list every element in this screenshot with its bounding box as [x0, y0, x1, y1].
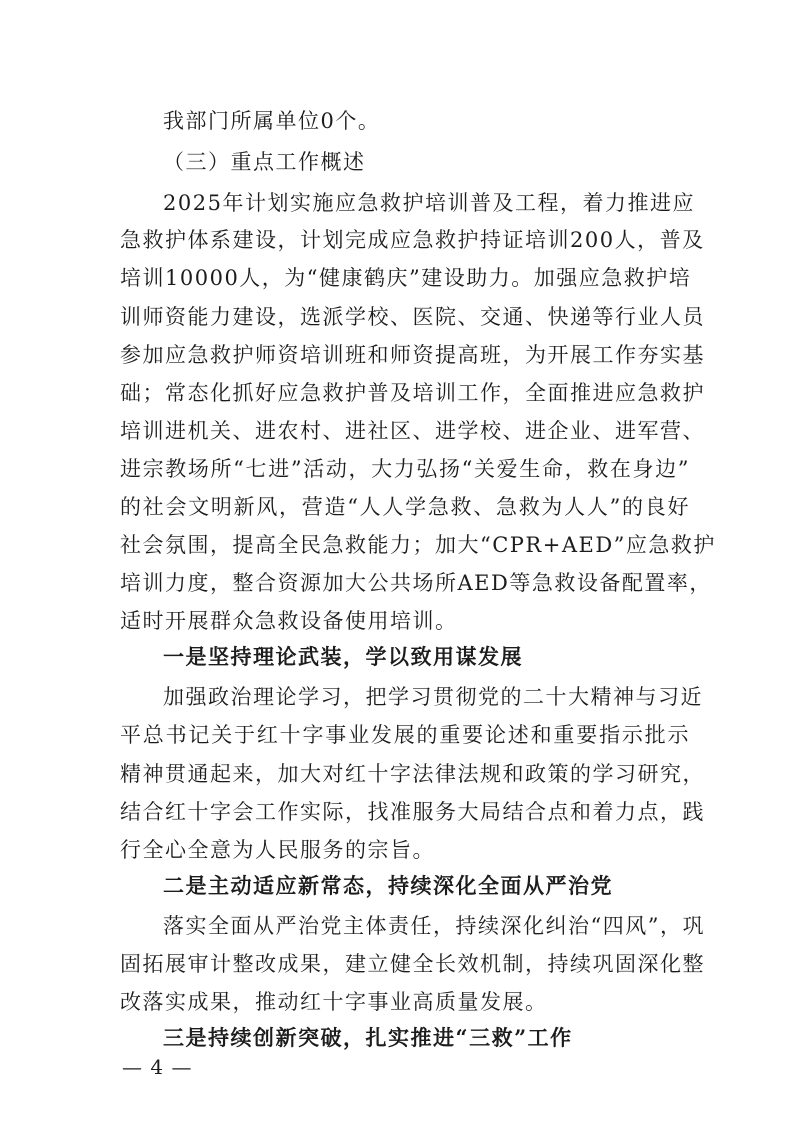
subheading-one: 一是坚持理论武装，学以致用谋发展 [163, 644, 523, 669]
text-line: 进宗教场所“七进”活动，大力弘扬“关爱生命，救在身边” [120, 457, 690, 481]
text-line: 行全心全意为人民服务的宗旨。 [120, 838, 435, 862]
text-line: 适时开展群众急救设备使用培训。 [120, 609, 458, 633]
text-line: 的社会文明新风，营造“人人学急救、急救为人人”的良好 [120, 495, 690, 519]
text-line: 训师资能力建设，选派学校、医院、交通、快递等行业人员 [120, 305, 705, 329]
page-number: — 4 — [122, 1055, 193, 1079]
text-line: 加强政治理论学习，把学习贯彻党的二十大精神与习近 [163, 685, 703, 709]
text-line: 结合红十字会工作实际，找准服务大局结合点和着力点，践 [120, 800, 705, 824]
text-line: 参加应急救护师资培训班和师资提高班，为开展工作夯实基 [120, 343, 705, 367]
text-line: 改落实成果，推动红十字事业高质量发展。 [120, 990, 548, 1014]
text-line: 培训进机关、进农村、进社区、进学校、进企业、进军营、 [120, 419, 705, 443]
text-line: 社会氛围，提高全民急救能力；加大“CPR+AED”应急救护 [120, 533, 716, 557]
text-line: 固拓展审计整改成果，建立健全长效机制，持续巩固深化整 [120, 952, 705, 976]
text-line: 培训力度，整合资源加大公共场所AED等急救设备配置率， [120, 571, 712, 595]
text-line: 2025年计划实施应急救护培训普及工程，着力推进应 [163, 191, 695, 215]
text-line: 培训10000人，为“健康鹤庆”建设助力。加强应急救护培 [120, 266, 692, 290]
subheading-three: 三是持续创新突破，扎实推进“三救”工作 [163, 1025, 573, 1050]
text-line: 我部门所属单位0个。 [163, 109, 381, 133]
text-line: 平总书记关于红十字事业发展的重要论述和重要指示批示 [120, 723, 690, 747]
text-line: 精神贯通起来，加大对红十字法律法规和政策的学习研究， [120, 762, 705, 786]
text-line: 础；常态化抓好应急救护普及培训工作，全面推进应急救护 [120, 381, 705, 405]
subheading-two: 二是主动适应新常态，持续深化全面从严治党 [163, 873, 613, 898]
text-line: 急救护体系建设，计划完成应急救护持证培训200人，普及 [120, 228, 705, 252]
text-line: 落实全面从严治党主体责任，持续深化纠治“四风”，巩 [163, 914, 705, 938]
section-heading: （三）重点工作概述 [163, 150, 366, 174]
